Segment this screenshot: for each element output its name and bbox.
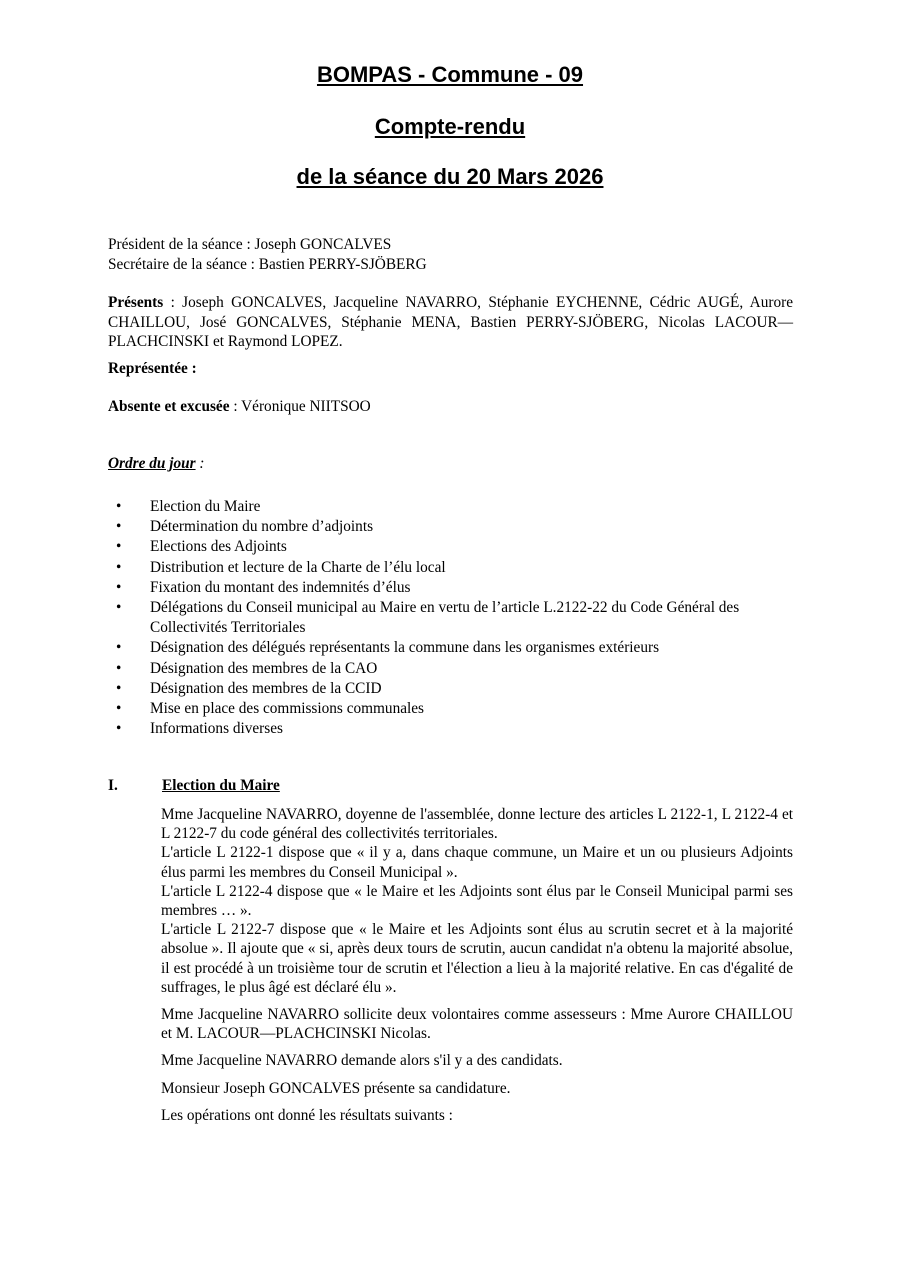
list-item: • Election du Maire <box>108 497 798 517</box>
section-paragraph: L'article L 2122-7 dispose que « le Maire et les Adjoints sont élus au scrutin secret et à la majorité absolue ». Il ajoute que « si, après deux tours de scrutin, aucun candidat n'a obtenu la majorité absolue, il est procédé à un troisième tour de scrutin et l'élection a lieu à la majorité relative. En cas d'égalité de suffrages, le plus âgé est déclaré élu ». <box>161 921 793 996</box>
list-item: • Informations diverses <box>108 719 798 739</box>
section-paragraph: Les opérations ont donné les résultats suivants : <box>161 1106 453 1124</box>
bullet-icon: • <box>116 700 122 718</box>
absente-name: : Véronique NIITSOO <box>229 398 371 415</box>
session-date-title: de la séance du 20 Mars 2026 <box>296 164 604 189</box>
bullet-icon: • <box>116 538 122 556</box>
list-item: • Elections des Adjoints <box>108 537 798 557</box>
section-paragraph: L'article L 2122-1 dispose que « il y a, dans chaque commune, un Maire et un ou plusieurs Adjoints élus parmi les membres du Conseil Municipal ». <box>161 844 793 881</box>
presents-label: Présents <box>108 294 164 311</box>
president-line: Président de la séance : Joseph GONCALVES <box>108 236 392 253</box>
secretaire-line: Secrétaire de la séance : Bastien PERRY-SJÖBERG <box>108 255 427 273</box>
list-item: • Fixation du montant des indemnités d’élus <box>108 578 798 598</box>
ordre-heading <box>108 454 793 474</box>
section-paragraph: Mme Jacqueline NAVARRO, doyenne de l'assemblée, donne lecture des articles L 2122-1, L 2122-4 et L 2122-7 du code général des collectivités territoriales. <box>161 806 793 843</box>
section-paragraph: Mme Jacqueline NAVARRO sollicite deux volontaires comme assesseurs : Mme Aurore CHAILLOU et M. LACOUR—PLACHCINSKI Nicolas. <box>161 1006 793 1043</box>
list-item: • Distribution et lecture de la Charte de l’élu local <box>108 558 798 578</box>
list-item: • Désignation des membres de la CCID <box>108 679 798 699</box>
presents-paragraph <box>108 293 793 352</box>
section-heading <box>108 776 798 796</box>
bullet-icon: • <box>116 518 122 536</box>
agenda-list <box>108 497 798 739</box>
presents-list: : Joseph GONCALVES, Jacqueline NAVARRO, Stéphanie EYCHENNE, Cédric AUGÉ, Aurore CHAILLOU, José GONCALVES, Stéphanie MENA, Bastien PERRY-SJÖBERG, Nicolas LACOUR—PLACHCINSKI et Raymond LOPEZ. <box>108 294 793 350</box>
absente-line <box>108 397 793 417</box>
bullet-icon: • <box>116 498 122 515</box>
commune-title: BOMPAS - Commune - 09 <box>316 62 584 87</box>
bullet-icon: • <box>116 639 122 657</box>
bullet-icon: • <box>116 578 122 596</box>
section-paragraph: Mme Jacqueline NAVARRO demande alors s'il y a des candidats. <box>161 1052 563 1070</box>
ordre-suffix: : <box>195 455 205 472</box>
document-title: Compte-rendu <box>374 114 526 139</box>
list-item: • Délégations du Conseil municipal au Maire en vertu de l’article L.2122-22 du Code Général des Collectivités Territoriales <box>116 599 740 637</box>
session-officers <box>108 235 793 274</box>
list-item: • Détermination du nombre d’adjoints <box>108 517 798 537</box>
bullet-icon: • <box>116 558 122 576</box>
section-body <box>161 805 793 1125</box>
bullet-icon: • <box>116 659 122 677</box>
list-item: • Désignation des délégués représentants la commune dans les organismes extérieurs <box>108 638 798 658</box>
section-title: Election du Maire <box>162 777 280 794</box>
list-item: • Désignation des membres de la CAO <box>108 659 798 679</box>
absente-label: Absente et excusée <box>108 398 230 415</box>
bullet-icon: • <box>116 679 122 697</box>
section-paragraph: Monsieur Joseph GONCALVES présente sa candidature. <box>161 1079 511 1097</box>
representee-label: Représentée : <box>108 360 197 377</box>
section-paragraph: L'article L 2122-4 dispose que « le Maire et les Adjoints sont élus par le Conseil Municipal parmi ses membres … ». <box>161 882 793 920</box>
bullet-icon: • <box>116 599 122 617</box>
ordre-label: Ordre du jour <box>108 455 196 472</box>
list-item: • Mise en place des commissions communales <box>108 699 798 719</box>
representee-line <box>108 359 793 379</box>
section-number: I. <box>108 777 118 794</box>
bullet-icon: • <box>116 720 122 738</box>
